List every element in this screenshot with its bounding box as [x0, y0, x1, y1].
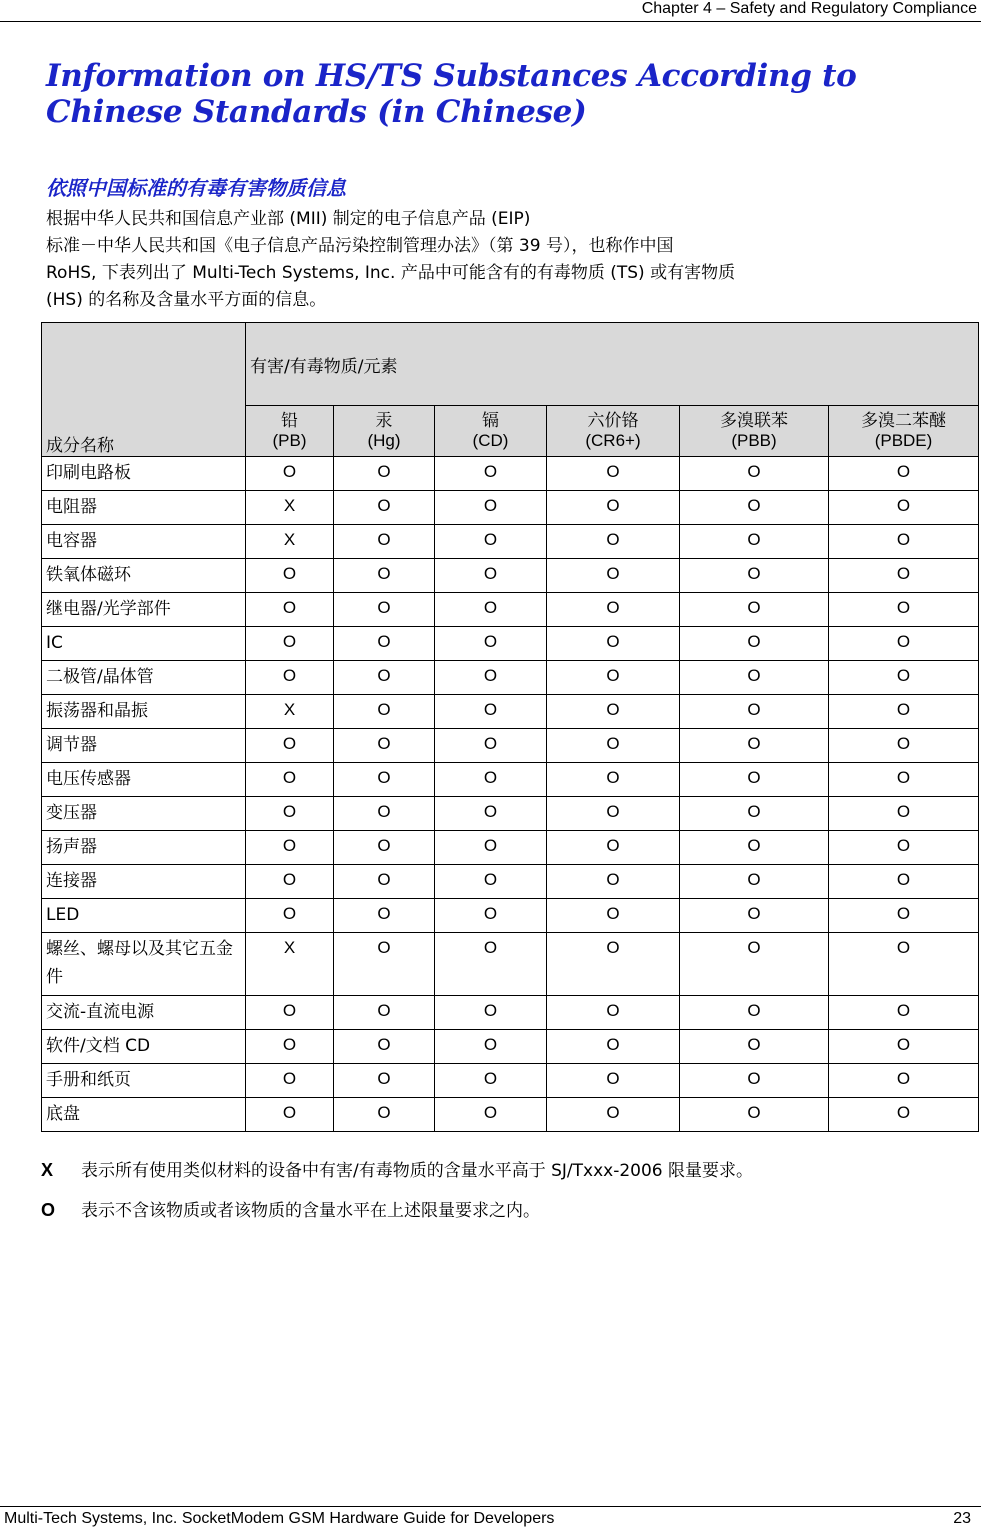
substance-level-cell: O	[334, 831, 435, 865]
component-name: 印刷电路板	[42, 457, 246, 491]
substance-level-cell: O	[547, 559, 680, 593]
substance-group-header: 有害/有毒物质/元素	[246, 323, 979, 406]
substance-level-cell: O	[435, 1030, 547, 1064]
substance-level-cell: O	[829, 763, 979, 797]
substance-level-cell: O	[680, 933, 829, 996]
substance-level-cell: O	[547, 865, 680, 899]
substance-level-cell: O	[829, 1030, 979, 1064]
substance-level-cell: O	[680, 593, 829, 627]
substance-name-zh: 六价铬	[587, 411, 639, 431]
component-name: 振荡器和晶振	[42, 695, 246, 729]
table-row	[42, 729, 979, 763]
substance-level-cell: O	[547, 831, 680, 865]
substance-level-cell: O	[680, 865, 829, 899]
component-name: 铁氧体磁环	[42, 559, 246, 593]
table-row	[42, 933, 979, 996]
substance-level-cell: O	[334, 1030, 435, 1064]
substance-header	[435, 406, 547, 457]
substance-level-cell: O	[334, 763, 435, 797]
component-name: 变压器	[42, 797, 246, 831]
substance-level-cell: O	[435, 559, 547, 593]
substance-level-cell: O	[829, 797, 979, 831]
component-name: IC	[42, 627, 246, 661]
substance-level-cell: O	[246, 661, 334, 695]
substance-name-zh: 多溴二苯醚	[861, 411, 946, 431]
substance-name-zh: 铅	[281, 411, 298, 431]
substance-level-cell: O	[435, 695, 547, 729]
substance-name-zh: 多溴联苯	[720, 411, 788, 431]
substance-level-cell: O	[435, 661, 547, 695]
legend-o-symbol: O	[41, 1200, 56, 1220]
substance-code: (CR6+)	[585, 431, 641, 450]
component-name: 软件/文档 CD	[42, 1030, 246, 1064]
footer-doc-title: Multi-Tech Systems, Inc. SocketModem GSM Hardware Guide for Developers	[4, 1510, 555, 1527]
substance-level-cell: O	[334, 593, 435, 627]
intro-paragraph	[46, 206, 926, 314]
legend-x-symbol: X	[41, 1160, 54, 1180]
substance-level-cell: O	[829, 457, 979, 491]
substance-level-cell: O	[435, 729, 547, 763]
substance-level-cell: O	[246, 1098, 334, 1132]
component-name: 连接器	[42, 865, 246, 899]
component-name: 扬声器	[42, 831, 246, 865]
substance-level-cell: O	[435, 627, 547, 661]
substance-level-cell: O	[829, 996, 979, 1030]
substance-level-cell: O	[547, 661, 680, 695]
chapter-title: Chapter 4 – Safety and Regulatory Compliance	[641, 0, 977, 17]
substances-table	[41, 322, 979, 1132]
component-name: 手册和纸页	[42, 1064, 246, 1098]
substance-level-cell: O	[680, 695, 829, 729]
table-row	[42, 1030, 979, 1064]
substance-level-cell: O	[547, 695, 680, 729]
table-row	[42, 1098, 979, 1132]
substance-level-cell: O	[435, 763, 547, 797]
substance-level-cell: O	[435, 933, 547, 996]
page-number: 23	[953, 1510, 971, 1527]
substance-level-cell: O	[435, 1064, 547, 1098]
substance-level-cell: O	[435, 457, 547, 491]
substance-level-cell: O	[246, 559, 334, 593]
table-row	[42, 593, 979, 627]
table-row	[42, 491, 979, 525]
substance-level-cell: O	[547, 763, 680, 797]
substance-level-cell: O	[547, 1098, 680, 1132]
substance-level-cell: O	[246, 996, 334, 1030]
substance-level-cell: O	[680, 899, 829, 933]
table-row	[42, 797, 979, 831]
substance-code: (Hg)	[367, 431, 401, 450]
table-row	[42, 831, 979, 865]
substance-code: (PB)	[272, 431, 307, 450]
substance-level-cell: O	[435, 797, 547, 831]
substance-level-cell: O	[680, 525, 829, 559]
component-name: 电容器	[42, 525, 246, 559]
substance-level-cell: O	[829, 1064, 979, 1098]
substance-level-cell: O	[435, 899, 547, 933]
table-row	[42, 763, 979, 797]
substance-header	[334, 406, 435, 457]
substance-level-cell: O	[829, 729, 979, 763]
component-name: 螺丝、螺母以及其它五金件	[42, 933, 246, 996]
substance-level-cell: O	[547, 1064, 680, 1098]
substance-level-cell: O	[435, 525, 547, 559]
component-name: 底盘	[42, 1098, 246, 1132]
substance-level-cell: O	[680, 661, 829, 695]
substance-level-cell: O	[334, 559, 435, 593]
substance-level-cell: X	[246, 525, 334, 559]
substance-level-cell: O	[334, 865, 435, 899]
page-title: Information on HS/TS Substances According to Chinese Standards (in Chinese)	[46, 58, 857, 130]
substance-header	[246, 406, 334, 457]
substance-level-cell: O	[334, 797, 435, 831]
substance-level-cell: O	[680, 729, 829, 763]
substance-level-cell: O	[680, 627, 829, 661]
legend-o-text: 表示不含该物质或者该物质的含量水平在上述限量要求之内。	[81, 1201, 540, 1221]
substance-level-cell: O	[246, 797, 334, 831]
substance-level-cell: O	[829, 661, 979, 695]
substance-level-cell: O	[334, 1064, 435, 1098]
substance-level-cell: O	[829, 593, 979, 627]
substance-level-cell: O	[246, 457, 334, 491]
legend-x-text: 表示所有使用类似材料的设备中有害/有毒物质的含量水平高于 SJ/Txxx-2006 限量要求。	[81, 1161, 754, 1181]
substance-level-cell: O	[334, 1098, 435, 1132]
substance-level-cell: O	[246, 729, 334, 763]
substance-level-cell: O	[334, 899, 435, 933]
table-row	[42, 559, 979, 593]
intro-line: 根据中华人民共和国信息产业部 (MII) 制定的电子信息产品 (EIP)	[46, 209, 531, 229]
substance-header	[680, 406, 829, 457]
substance-level-cell: O	[435, 1098, 547, 1132]
substance-level-cell: O	[680, 491, 829, 525]
substance-name-zh: 汞	[375, 411, 393, 431]
substance-level-cell: O	[680, 996, 829, 1030]
substance-level-cell: O	[680, 763, 829, 797]
substance-header	[829, 406, 979, 457]
substance-level-cell: O	[829, 491, 979, 525]
component-name: 电压传感器	[42, 763, 246, 797]
substance-level-cell: O	[547, 1030, 680, 1064]
substance-level-cell: O	[334, 661, 435, 695]
substance-level-cell: O	[829, 695, 979, 729]
substance-level-cell: O	[334, 525, 435, 559]
table-row	[42, 661, 979, 695]
substance-level-cell: O	[829, 559, 979, 593]
substance-level-cell: O	[680, 559, 829, 593]
substance-level-cell: O	[334, 457, 435, 491]
substance-level-cell: O	[246, 865, 334, 899]
component-name: 二极管/晶体管	[42, 661, 246, 695]
component-name: 继电器/光学部件	[42, 593, 246, 627]
component-name: 交流-直流电源	[42, 996, 246, 1030]
substance-level-cell: O	[829, 865, 979, 899]
substance-header	[547, 406, 680, 457]
substance-level-cell: O	[435, 865, 547, 899]
table-row	[42, 457, 979, 491]
component-name-header: 成分名称	[42, 323, 246, 457]
page-header	[0, 0, 981, 22]
substance-level-cell: O	[246, 627, 334, 661]
substance-level-cell: O	[334, 933, 435, 996]
substance-level-cell: O	[435, 491, 547, 525]
intro-line: (HS) 的名称及含量水平方面的信息。	[46, 290, 327, 310]
substance-level-cell: O	[547, 627, 680, 661]
substance-level-cell: O	[680, 831, 829, 865]
table-row	[42, 525, 979, 559]
table-row	[42, 899, 979, 933]
substance-level-cell: O	[246, 899, 334, 933]
substance-level-cell: O	[829, 831, 979, 865]
substance-code: (PBDE)	[874, 431, 933, 450]
substance-level-cell: O	[547, 899, 680, 933]
substance-level-cell: O	[246, 593, 334, 627]
table-row	[42, 1064, 979, 1098]
substance-name-zh: 镉	[482, 411, 499, 431]
table-row	[42, 865, 979, 899]
substance-level-cell: O	[334, 996, 435, 1030]
table-row	[42, 695, 979, 729]
substance-level-cell: O	[547, 593, 680, 627]
substance-level-cell: O	[680, 797, 829, 831]
substance-level-cell: O	[547, 491, 680, 525]
substance-level-cell: X	[246, 695, 334, 729]
component-name: 电阻器	[42, 491, 246, 525]
substance-level-cell: O	[246, 1030, 334, 1064]
substance-level-cell: O	[829, 525, 979, 559]
substance-level-cell: O	[435, 831, 547, 865]
substance-level-cell: O	[680, 457, 829, 491]
substance-level-cell: O	[547, 729, 680, 763]
substance-level-cell: O	[547, 797, 680, 831]
section-heading-zh: 依照中国标准的有毒有害物质信息	[46, 176, 346, 200]
substance-level-cell: O	[547, 933, 680, 996]
substance-level-cell: O	[246, 831, 334, 865]
substance-level-cell: O	[334, 627, 435, 661]
substance-level-cell: O	[435, 593, 547, 627]
legend-x	[41, 1158, 961, 1183]
substance-level-cell: O	[435, 996, 547, 1030]
component-name: 调节器	[42, 729, 246, 763]
substance-level-cell: O	[680, 1098, 829, 1132]
intro-line: RoHS, 下表列出了 Multi-Tech Systems, Inc. 产品中可能含有的有毒物质 (TS) 或有害物质	[46, 263, 736, 283]
substance-level-cell: O	[829, 1098, 979, 1132]
legend-o	[41, 1198, 961, 1223]
substance-level-cell: O	[334, 491, 435, 525]
substance-level-cell: O	[246, 1064, 334, 1098]
substance-code: (CD)	[472, 431, 509, 450]
substance-code: (PBB)	[731, 431, 777, 450]
substance-level-cell: O	[334, 695, 435, 729]
substance-level-cell: O	[547, 525, 680, 559]
substance-level-cell: X	[246, 491, 334, 525]
substance-level-cell: O	[547, 996, 680, 1030]
substance-level-cell: O	[246, 763, 334, 797]
footer-divider	[0, 1506, 981, 1507]
table-row	[42, 627, 979, 661]
substance-level-cell: O	[829, 899, 979, 933]
substance-level-cell: O	[547, 457, 680, 491]
intro-line: 标准－中华人民共和国《电子信息产品污染控制管理办法》（第 39 号），也称作中国	[46, 236, 674, 256]
substance-level-cell: O	[829, 627, 979, 661]
substance-level-cell: O	[334, 729, 435, 763]
substance-level-cell: O	[680, 1064, 829, 1098]
substance-level-cell: O	[829, 933, 979, 996]
table-row	[42, 996, 979, 1030]
substance-level-cell: O	[680, 1030, 829, 1064]
substance-level-cell: X	[246, 933, 334, 996]
component-name: LED	[42, 899, 246, 933]
